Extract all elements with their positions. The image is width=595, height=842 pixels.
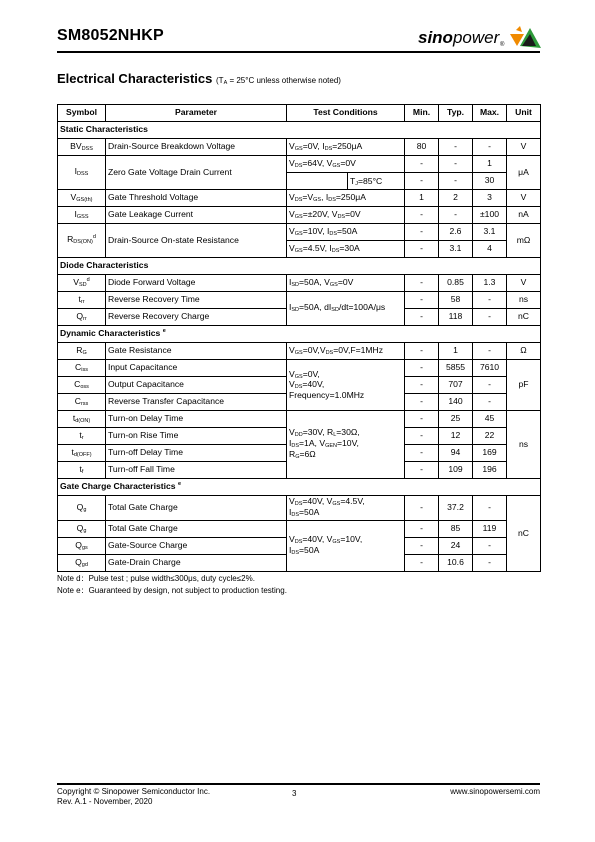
parameter: Reverse Transfer Capacitance (106, 394, 287, 411)
min: - (405, 292, 439, 309)
unit: nC (507, 309, 541, 326)
unit: ns (507, 292, 541, 309)
max: 7610 (473, 360, 507, 377)
typ: 2 (439, 190, 473, 207)
logo-wordmark: sinopower (418, 28, 500, 47)
min: - (405, 377, 439, 394)
header-test-conditions: Test Conditions (287, 105, 405, 122)
parameter: Input Capacitance (106, 360, 287, 377)
typ: - (439, 207, 473, 224)
copyright: Copyright © Sinopower Semiconductor Inc. (57, 787, 211, 796)
symbol: $R_G$ (58, 343, 106, 360)
table-row (58, 292, 541, 309)
symbol: $Q_{rr}$ (58, 309, 106, 326)
unit: V (507, 139, 541, 156)
parameter: Gate Threshold Voltage (106, 190, 287, 207)
typ: 24 (439, 538, 473, 555)
parameter: Reverse Recovery Time (106, 292, 287, 309)
parameter: Turn-on Rise Time (106, 428, 287, 445)
header-unit: Unit (507, 105, 541, 122)
parameter: Gate Resistance (106, 343, 287, 360)
max: - (473, 309, 507, 326)
min: - (405, 496, 439, 521)
parameter: Drain-Source Breakdown Voltage (106, 139, 287, 156)
max: 3 (473, 190, 507, 207)
symbol: $I_{DSS}$ (58, 156, 106, 190)
header-max: Max. (473, 105, 507, 122)
max: - (473, 538, 507, 555)
table-row (58, 190, 541, 207)
max: - (473, 377, 507, 394)
electrical-characteristics-table (57, 104, 541, 572)
typ: 94 (439, 445, 473, 462)
header-rule (57, 51, 540, 53)
symbol: $Q_{gs}$ (58, 538, 106, 555)
min: - (405, 411, 439, 428)
min: - (405, 156, 439, 173)
min: - (405, 275, 439, 292)
parameter: Drain-Source On-state Resistance (106, 224, 287, 258)
part-number: SM8052NHKP (57, 27, 164, 44)
symbol: $t_f$ (58, 462, 106, 479)
max: - (473, 292, 507, 309)
section-row-diode: Diode Characteristics (58, 258, 541, 275)
table-row (58, 224, 541, 241)
footer-rule (57, 783, 540, 785)
min: - (405, 394, 439, 411)
typ: 1 (439, 343, 473, 360)
unit: ns (507, 411, 541, 479)
symbol: $t_{d(OFF)}$ (58, 445, 106, 462)
parameter: Gate Leakage Current (106, 207, 287, 224)
revision: Rev. A.1 - November, 2020 (57, 797, 153, 806)
test-condition: $V_{GS}=0V$, $V_{DS}=40V$, Frequency=1.0MHz (287, 360, 405, 411)
test-condition: $V_{GS}=0V,V_{DS}=0V,F=1MHz$ (287, 343, 405, 360)
min: - (405, 343, 439, 360)
section-row-static: Static Characteristics (58, 122, 541, 139)
header-symbol: Symbol (58, 105, 106, 122)
test-condition: $T_J=85^\circ C$ (287, 173, 405, 190)
typ: 58 (439, 292, 473, 309)
parameter: Total Gate Charge (106, 496, 287, 521)
typ: 37.2 (439, 496, 473, 521)
header-min: Min. (405, 105, 439, 122)
registered-mark: ® (500, 42, 505, 48)
note-e: Note e：Guaranteed by design, not subject to production testing. (57, 586, 287, 595)
min: - (405, 224, 439, 241)
max: 3.1 (473, 224, 507, 241)
section-condition: ($T_A = 25^\circ C$ unless otherwise noted) (216, 76, 341, 86)
unit: Ω (507, 343, 541, 360)
logo-check-icon (508, 24, 542, 50)
symbol: $V_{SD}^d$ (58, 275, 106, 292)
min: - (405, 555, 439, 572)
symbol: $C_{iss}$ (58, 360, 106, 377)
typ: - (439, 156, 473, 173)
max: - (473, 343, 507, 360)
table-row (58, 343, 541, 360)
unit: mΩ (507, 224, 541, 258)
typ: 140 (439, 394, 473, 411)
footer-left (57, 787, 210, 807)
parameter: Reverse Recovery Charge (106, 309, 287, 326)
typ: - (439, 173, 473, 190)
unit: V (507, 275, 541, 292)
test-condition: $I_{SD}=50A$, $V_{GS}=0V$ (287, 275, 405, 292)
parameter: Turn-on Delay Time (106, 411, 287, 428)
typ: 2.6 (439, 224, 473, 241)
min: - (405, 360, 439, 377)
parameter: Output Capacitance (106, 377, 287, 394)
max: 1 (473, 156, 507, 173)
max: 45 (473, 411, 507, 428)
typ: 5855 (439, 360, 473, 377)
max: 4 (473, 241, 507, 258)
typ: 707 (439, 377, 473, 394)
section-title: Electrical Characteristics ($T_A = 25^\circ C$ unless otherwise noted) (57, 71, 341, 86)
note-d: Note d：Pulse test ; pulse width≤300μs, duty cycle≤2%. (57, 574, 255, 583)
max: - (473, 394, 507, 411)
max: - (473, 555, 507, 572)
symbol: $I_{GSS}$ (58, 207, 106, 224)
typ: 12 (439, 428, 473, 445)
test-condition: $V_{GS}=4.5V$, $I_{DS}=30A$ (287, 241, 405, 258)
min: - (405, 521, 439, 538)
min: 80 (405, 139, 439, 156)
table-row (58, 207, 541, 224)
table-header-row (58, 105, 541, 122)
parameter: Diode Forward Voltage (106, 275, 287, 292)
unit: nC (507, 496, 541, 572)
symbol: $V_{GS(th)}$ (58, 190, 106, 207)
table-row (58, 139, 541, 156)
table-row (58, 156, 541, 173)
symbol: $Q_g$ (58, 496, 106, 521)
section-row-gate-charge: Gate Charge Characteristics $^e$ (58, 479, 541, 496)
symbol: $Q_g$ (58, 521, 106, 538)
max: - (473, 139, 507, 156)
max: 1.3 (473, 275, 507, 292)
test-condition: $V_{DS}=40V$, $V_{GS}=4.5V$, $I_{DS}=50A$ (287, 496, 405, 521)
typ: 118 (439, 309, 473, 326)
max: 22 (473, 428, 507, 445)
test-condition: $V_{DS}=40V$, $V_{GS}=10V$, $I_{DS}=50A$ (287, 521, 405, 572)
header-parameter: Parameter (106, 105, 287, 122)
symbol: $C_{oss}$ (58, 377, 106, 394)
min: 1 (405, 190, 439, 207)
unit: pF (507, 360, 541, 411)
header-typ: Typ. (439, 105, 473, 122)
test-condition: $I_{SD}=50A$, $dI_{SD}/dt=100A/\mu s$ (287, 292, 405, 326)
test-condition: $V_{GS}=0V$, $I_{DS}=250\mu A$ (287, 139, 405, 156)
max: 30 (473, 173, 507, 190)
symbol: $BV_{DSS}$ (58, 139, 106, 156)
table-row (58, 521, 541, 538)
typ: 25 (439, 411, 473, 428)
typ: 85 (439, 521, 473, 538)
parameter: Total Gate Charge (106, 521, 287, 538)
test-condition: $V_{DS}=64V$, $V_{GS}=0V$ (287, 156, 405, 173)
symbol: $t_r$ (58, 428, 106, 445)
unit: μA (507, 156, 541, 190)
parameter: Turn-off Fall Time (106, 462, 287, 479)
min: - (405, 445, 439, 462)
max: 196 (473, 462, 507, 479)
table-row (58, 360, 541, 377)
typ: 10.6 (439, 555, 473, 572)
typ: 3.1 (439, 241, 473, 258)
max: 169 (473, 445, 507, 462)
symbol: $C_{rss}$ (58, 394, 106, 411)
min: - (405, 173, 439, 190)
parameter: Gate-Source Charge (106, 538, 287, 555)
min: - (405, 428, 439, 445)
typ: - (439, 139, 473, 156)
website-link[interactable]: www.sinopowersemi.com (450, 787, 540, 796)
section-row-dynamic: Dynamic Characteristics $^e$ (58, 326, 541, 343)
sinopower-logo (418, 24, 543, 52)
page-number: 3 (292, 789, 297, 798)
symbol: $R_{DS(ON)}^d$ (58, 224, 106, 258)
parameter: Zero Gate Voltage Drain Current (106, 156, 287, 190)
test-condition: $V_{DS}=V_{GS}$, $I_{DS}=250\mu A$ (287, 190, 405, 207)
max: 119 (473, 521, 507, 538)
unit: nA (507, 207, 541, 224)
max: ±100 (473, 207, 507, 224)
min: - (405, 309, 439, 326)
min: - (405, 462, 439, 479)
parameter: Gate-Drain Charge (106, 555, 287, 572)
min: - (405, 538, 439, 555)
min: - (405, 207, 439, 224)
parameter: Turn-off Delay Time (106, 445, 287, 462)
min: - (405, 241, 439, 258)
test-condition: $V_{GS}=\pm 20V$, $V_{DS}=0V$ (287, 207, 405, 224)
symbol: $t_{rr}$ (58, 292, 106, 309)
typ: 0.85 (439, 275, 473, 292)
table-row (58, 496, 541, 521)
notes (57, 573, 287, 597)
unit: V (507, 190, 541, 207)
max: - (473, 496, 507, 521)
test-condition: $V_{DD}=30V$, $R_L=30\Omega$, $I_{DS}=1A$, $V_{GEN}=10V$, $R_G=6\Omega$ (287, 411, 405, 479)
test-condition: $V_{GS}=10V$, $I_{DS}=50A$ (287, 224, 405, 241)
symbol: $t_{d(ON)}$ (58, 411, 106, 428)
table-row (58, 275, 541, 292)
typ: 109 (439, 462, 473, 479)
table-row (58, 411, 541, 428)
symbol: $Q_{gd}$ (58, 555, 106, 572)
